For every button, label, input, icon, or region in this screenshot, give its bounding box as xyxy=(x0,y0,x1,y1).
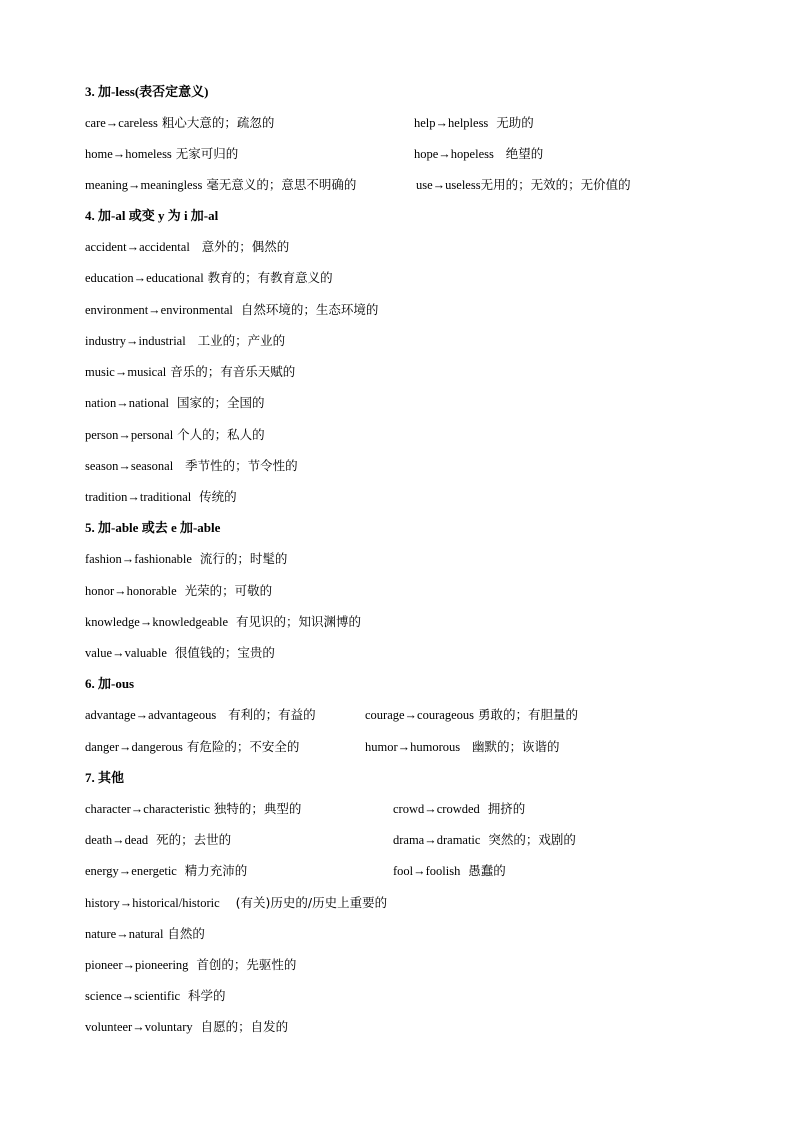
word-entry: courage→courageous xyxy=(365,708,474,722)
word-entry: fool→foolish xyxy=(393,864,461,878)
word-entry: meaning→meaningless xyxy=(85,178,203,192)
word-pair-row xyxy=(85,830,725,850)
word-pair-row xyxy=(85,144,725,164)
word-meaning: 无家可归的 xyxy=(171,146,239,161)
word-meaning: 有利的；有益的 xyxy=(216,707,316,722)
word-entry: death→dead xyxy=(85,833,149,847)
word-entry: knowledge→knowledgeable xyxy=(85,615,229,629)
word-meaning: 自然环境的；生态环境的 xyxy=(232,302,379,317)
word-entry: science→scientific xyxy=(85,989,181,1003)
word-row xyxy=(85,425,265,445)
word-entry: hope→hopeless xyxy=(414,147,494,161)
section-6-heading: 6. 加-ous xyxy=(85,676,135,691)
word-entry: home→homeless xyxy=(85,147,172,161)
word-meaning: 很值钱的；宝贵的 xyxy=(166,645,275,660)
word-pair-row xyxy=(85,113,725,133)
word-row xyxy=(85,300,378,320)
word-meaning: 幽默的；诙谐的 xyxy=(460,739,560,754)
word-row xyxy=(85,487,237,507)
word-meaning: 精力充沛的 xyxy=(176,863,248,878)
word-entry: help→helpless xyxy=(414,116,489,130)
word-entry: nation→national xyxy=(85,396,170,410)
word-meaning: (有关)历史的/历史上重要的 xyxy=(219,895,388,910)
word-row xyxy=(85,237,289,257)
word-meaning: 工业的；产业的 xyxy=(185,333,286,348)
word-entry: volunteer→voluntary xyxy=(85,1020,193,1034)
word-entry: history→historical/historic xyxy=(85,896,220,910)
word-entry: care→careless xyxy=(85,116,158,130)
word-pair-row xyxy=(85,861,725,881)
word-entry: humor→humorous xyxy=(365,740,461,754)
word-row xyxy=(85,893,387,913)
word-row xyxy=(85,1017,288,1037)
word-entry: education→educational xyxy=(85,271,204,285)
word-meaning: 无用的；无效的；无价值的 xyxy=(480,177,631,192)
word-row xyxy=(85,331,285,351)
word-meaning: 绝望的 xyxy=(493,146,544,161)
word-entry: danger→dangerous xyxy=(85,740,183,754)
word-entry: honor→honorable xyxy=(85,584,177,598)
word-meaning: 有见识的；知识渊博的 xyxy=(228,614,361,629)
word-entry: use→useless xyxy=(416,178,481,192)
word-meaning: 愚蠢的 xyxy=(460,863,506,878)
word-meaning: 自然的 xyxy=(163,926,205,941)
word-row xyxy=(85,456,298,476)
word-entry: value→valuable xyxy=(85,646,167,660)
word-row xyxy=(85,549,287,569)
word-meaning: 国家的；全国的 xyxy=(169,395,265,410)
section-4-heading: 4. 加-al 或变 y 为 i 加-al xyxy=(85,208,219,223)
word-row xyxy=(85,581,272,601)
word-meaning: 突然的；戏剧的 xyxy=(480,832,576,847)
word-entry: music→musical xyxy=(85,365,167,379)
word-meaning: 教育的；有教育意义的 xyxy=(203,270,333,285)
word-entry: energy→energetic xyxy=(85,864,177,878)
word-meaning: 光荣的；可敬的 xyxy=(176,583,273,598)
word-meaning: 毫无意义的；意思不明确的 xyxy=(202,177,357,192)
word-pair-row xyxy=(85,737,725,757)
word-row xyxy=(85,986,226,1006)
word-entry: drama→dramatic xyxy=(393,833,481,847)
word-row xyxy=(85,955,296,975)
word-meaning: 个人的；私人的 xyxy=(173,427,265,442)
word-meaning: 拥挤的 xyxy=(479,801,526,816)
word-pair-row xyxy=(85,705,725,725)
word-entry: character→characteristic xyxy=(85,802,210,816)
word-row xyxy=(85,268,333,288)
section-3-heading: 3. 加-less(表否定意义) xyxy=(85,84,209,99)
word-meaning: 有危险的；不安全的 xyxy=(182,739,300,754)
word-meaning: 季节性的；节令性的 xyxy=(173,458,298,473)
word-entry: fashion→fashionable xyxy=(85,552,192,566)
word-meaning: 勇敢的；有胆量的 xyxy=(473,707,578,722)
word-row xyxy=(85,393,264,413)
word-meaning: 音乐的；有音乐天赋的 xyxy=(166,364,296,379)
word-meaning: 科学的 xyxy=(180,988,226,1003)
word-meaning: 意外的；偶然的 xyxy=(189,239,290,254)
word-meaning: 流行的；时髦的 xyxy=(191,551,288,566)
word-entry: environment→environmental xyxy=(85,303,233,317)
word-row xyxy=(85,362,295,382)
word-entry: tradition→traditional xyxy=(85,490,192,504)
word-meaning: 无助的 xyxy=(488,115,534,130)
word-row xyxy=(85,643,275,663)
word-entry: pioneer→pioneering xyxy=(85,958,189,972)
word-meaning: 首创的；先驱性的 xyxy=(188,957,297,972)
word-meaning: 独特的；典型的 xyxy=(209,801,302,816)
word-entry: crowd→crowded xyxy=(393,802,480,816)
word-entry: season→seasonal xyxy=(85,459,174,473)
section-5-heading: 5. 加-able 或去 e 加-able xyxy=(85,520,221,535)
word-row xyxy=(85,612,361,632)
word-pair-row xyxy=(85,175,725,195)
word-entry: industry→industrial xyxy=(85,334,186,348)
word-entry: nature→natural xyxy=(85,927,164,941)
word-pair-row xyxy=(85,799,725,819)
word-entry: accident→accidental xyxy=(85,240,190,254)
word-meaning: 粗心大意的；疏忽的 xyxy=(157,115,275,130)
word-entry: advantage→advantageous xyxy=(85,708,217,722)
word-row xyxy=(85,924,205,944)
section-7-heading: 7. 其他 xyxy=(85,770,125,785)
word-meaning: 传统的 xyxy=(191,489,237,504)
word-meaning: 自愿的；自发的 xyxy=(192,1019,289,1034)
word-entry: person→personal xyxy=(85,428,174,442)
word-meaning: 死的；去世的 xyxy=(148,832,232,847)
